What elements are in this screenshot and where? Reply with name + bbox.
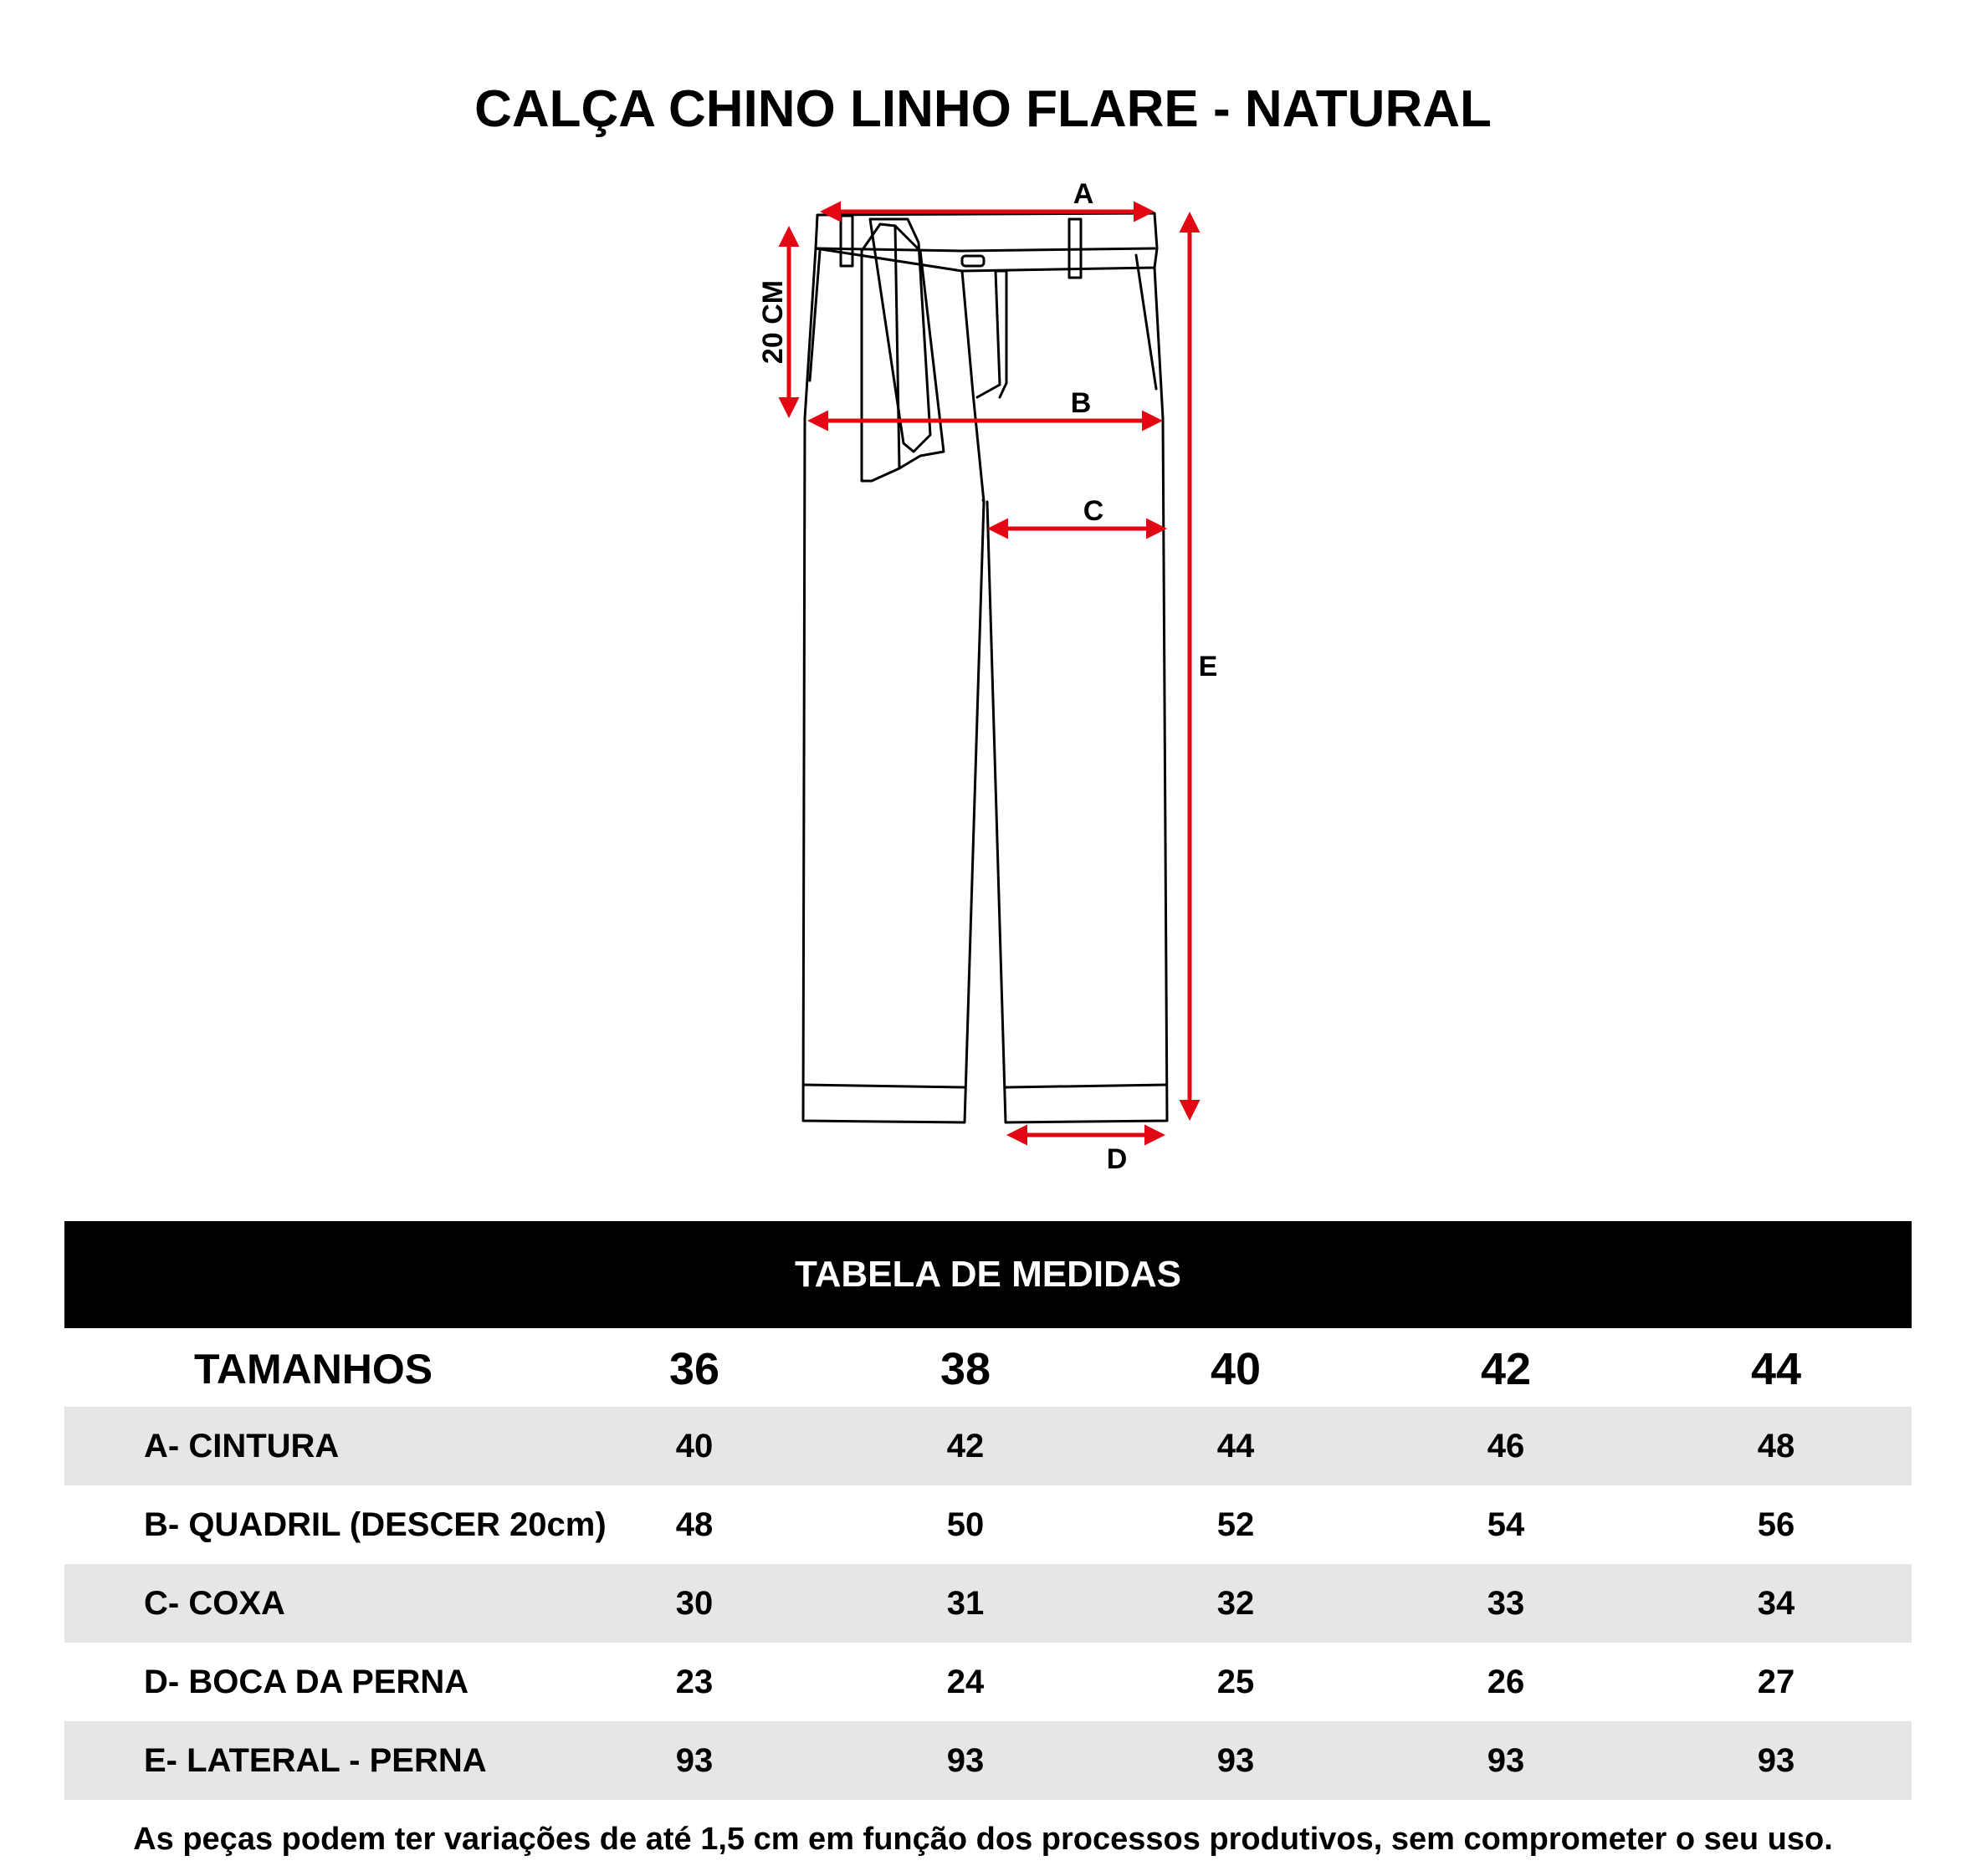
row-label: D- BOCA DA PERNA: [144, 1663, 469, 1700]
table-cell: 93: [675, 1741, 714, 1779]
fly: [962, 271, 984, 502]
right-hem: [1006, 1085, 1166, 1087]
table-cell: 48: [675, 1505, 714, 1543]
table-row-cintura: [64, 1407, 1912, 1485]
button: [962, 256, 984, 266]
pants-outline: [803, 213, 1167, 1122]
table-row-boca-da-perna: [64, 1643, 1912, 1721]
belt-loop-left: [841, 216, 852, 266]
footnote: As peças podem ter variações de até 1,5 cm em função dos processos produtivos, sem comprometer o seu uso.: [133, 1822, 1833, 1857]
row-label: A- CINTURA: [144, 1427, 340, 1465]
table-row-lateral-perna: [64, 1721, 1912, 1800]
table-cell: 27: [1757, 1663, 1795, 1700]
label-rise: 20 CM: [757, 279, 789, 365]
table-cell: 34: [1757, 1584, 1795, 1622]
table-cell: 31: [946, 1584, 985, 1622]
size-header: 42: [1480, 1344, 1532, 1394]
table-cell: 25: [1216, 1663, 1255, 1700]
table-cell: 24: [946, 1663, 985, 1700]
row-label: E- LATERAL - PERNA: [144, 1741, 487, 1779]
table-row-quadril: [64, 1485, 1912, 1564]
label-e: E: [1198, 651, 1218, 682]
size-table-header: TABELA DE MEDIDAS: [64, 1221, 1912, 1328]
right-pocket: [1136, 255, 1156, 389]
table-cell: 40: [675, 1427, 714, 1465]
size-header: 40: [1210, 1344, 1262, 1394]
size-header: 36: [668, 1344, 720, 1394]
table-cell: 93: [1757, 1741, 1795, 1779]
table-cell: 54: [1487, 1505, 1525, 1543]
table-cell: 48: [1757, 1427, 1795, 1465]
size-header: 38: [939, 1344, 991, 1394]
row-label: C- COXA: [144, 1584, 285, 1622]
table-row-coxa: [64, 1564, 1912, 1643]
table-cell: 42: [946, 1427, 985, 1465]
sizes-row: [64, 1332, 1912, 1407]
table-cell: 46: [1487, 1427, 1525, 1465]
table-cell: 56: [1757, 1505, 1795, 1543]
table-cell: 50: [946, 1505, 985, 1543]
table-cell: 52: [1216, 1505, 1255, 1543]
table-cell: 32: [1216, 1584, 1255, 1622]
sizes-label: TAMANHOS: [194, 1346, 433, 1393]
measurement-arrows: [789, 212, 1190, 1135]
label-d: D: [1106, 1143, 1128, 1175]
table-cell: 30: [675, 1584, 714, 1622]
page-title: CALÇA CHINO LINHO FLARE - NATURAL: [474, 80, 1492, 138]
table-cell: 93: [946, 1741, 985, 1779]
label-c: C: [1083, 495, 1104, 527]
table-cell: 93: [1487, 1741, 1525, 1779]
label-b: B: [1070, 387, 1092, 419]
table-cell: 33: [1487, 1584, 1525, 1622]
size-header: 44: [1750, 1344, 1802, 1394]
row-label: B- QUADRIL (DESCER 20cm): [144, 1505, 607, 1543]
table-cell: 44: [1216, 1427, 1255, 1465]
left-hem: [804, 1085, 965, 1087]
table-cell: 26: [1487, 1663, 1525, 1700]
table-cell: 23: [675, 1663, 714, 1700]
table-cell: 93: [1216, 1741, 1255, 1779]
label-a: A: [1073, 178, 1094, 210]
